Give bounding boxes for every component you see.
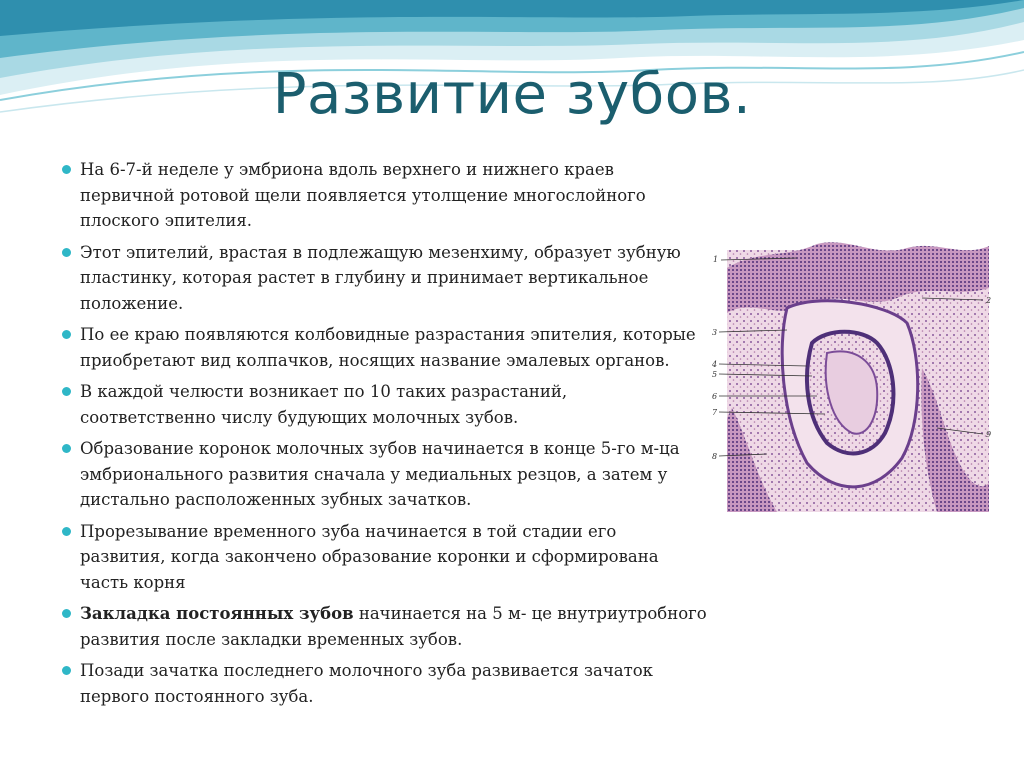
- bullet-dot-icon: [62, 527, 71, 536]
- bullet-item: [62, 379, 707, 430]
- bullet-text: В каждой челюсти возникает по 10 таких разрастаний, соответственно числу будующих молочных зубов.: [80, 382, 568, 427]
- bullet-dot-icon: [62, 330, 71, 339]
- bullet-dot-icon: [62, 248, 71, 257]
- figure-label-3: 3: [712, 328, 718, 337]
- figure-label-8: 8: [712, 452, 718, 461]
- bullet-item: [62, 240, 707, 317]
- bullet-dot-icon: [62, 609, 71, 618]
- bullet-text: Прорезывание временного зуба начинается в той стадии его развития, когда закончено образование коронки и сформирована часть корня: [80, 521, 659, 592]
- figure-label-1: 1: [713, 255, 719, 264]
- bullet-text: На 6-7-й неделе у эмбриона вдоль верхнего и нижнего краев первичной ротовой щели появляется утолщение многослойного плоского эпителия.: [80, 160, 646, 230]
- tooth-germ-histology-figure: [707, 228, 997, 513]
- figure-label-4: 4: [712, 360, 718, 369]
- figure-label-7: 7: [712, 408, 718, 417]
- bullet-text: Этот эпителий, врастая в подлежащую мезенхиму, образует зубную пластинку, которая растет в глубину и принимает вертикальное положение.: [80, 242, 681, 313]
- figure-label-2: 2: [986, 296, 992, 305]
- bullet-item: [62, 519, 707, 596]
- figure-label-9: 9: [986, 430, 992, 439]
- bullet-item: [62, 322, 707, 373]
- figure-label-5: 5: [712, 370, 718, 379]
- figure-label-6: 6: [712, 392, 718, 401]
- bullet-item: [62, 436, 707, 513]
- bullet-text: начинается на 5 м- це внутриутробного развития после закладки временных зубов.: [80, 604, 707, 649]
- bullet-dot-icon: [62, 666, 71, 675]
- bullet-text: Образование коронок молочных зубов начинается в конце 5-го м-ца эмбрионального развития сначала у медиальных резцов, а затем у дистально расположенных зубных зачатков.: [80, 439, 680, 509]
- bullet-dot-icon: [62, 387, 71, 396]
- bullet-item: [62, 157, 707, 234]
- bullet-item: [62, 658, 707, 709]
- bullet-dot-icon: [62, 165, 71, 174]
- bullet-list: [62, 157, 707, 715]
- bullet-bold-term: Закладка постоянных зубов: [80, 604, 354, 623]
- bullet-text: По ее краю появляются колбовидные разрастания эпителия, которые приобретают вид колпачков, носящих название эмалевых органов.: [80, 325, 696, 370]
- bullet-item: [62, 601, 707, 652]
- bullet-dot-icon: [62, 444, 71, 453]
- slide-title: Развитие зубов.: [272, 62, 752, 127]
- bullet-text: Позади зачатка последнего молочного зуба развивается зачаток первого постоянного зуба.: [80, 661, 653, 706]
